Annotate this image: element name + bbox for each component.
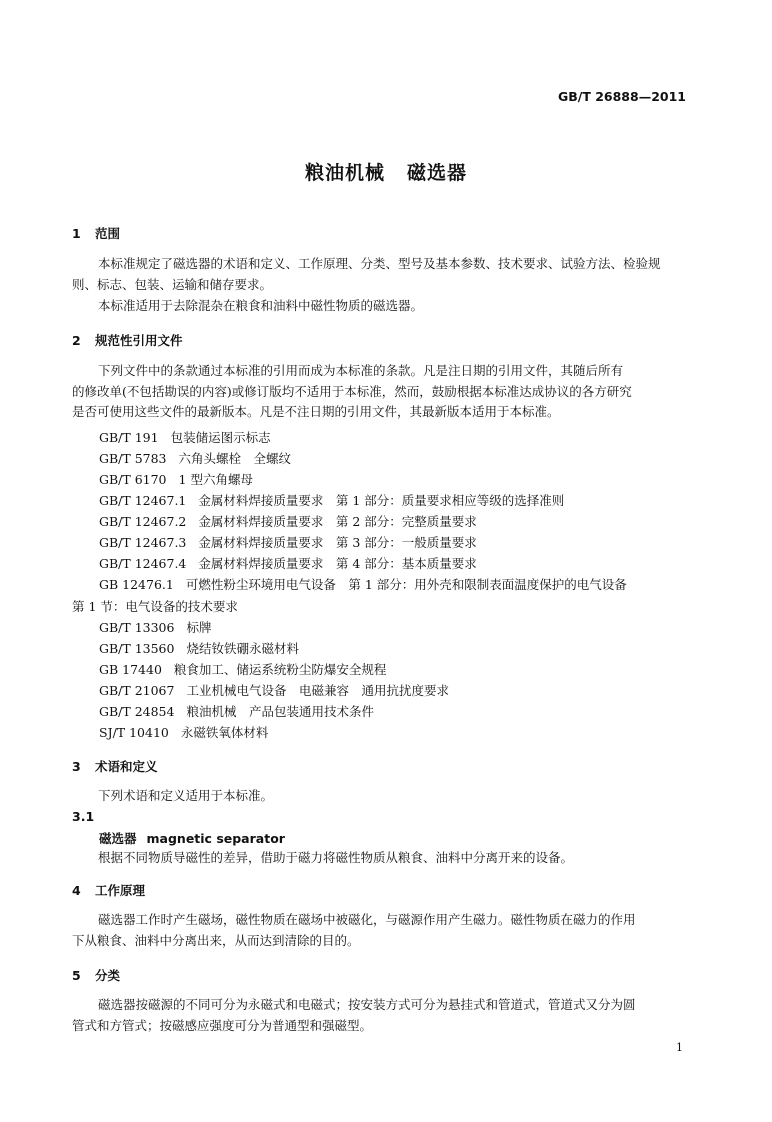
- section-title: 分类: [95, 968, 121, 983]
- reference-code: SJ/T 10410: [99, 725, 169, 740]
- section-title: 术语和定义: [95, 759, 158, 774]
- section-title: 范围: [95, 226, 121, 241]
- reference-code: GB/T 12467.3: [99, 535, 187, 550]
- section-heading-4: [72, 881, 145, 899]
- reference-item: [99, 533, 477, 551]
- section-number: 1: [72, 226, 81, 241]
- text-line: 管式和方管式；按磁感应强度可分为普通型和强磁型。: [72, 1017, 373, 1033]
- section-4-paragraph-1: [72, 910, 690, 951]
- reference-code: GB/T 13306: [99, 620, 175, 635]
- title-part2: 磁选器: [407, 162, 468, 184]
- reference-item: [99, 681, 449, 699]
- reference-code: GB/T 6170: [99, 472, 167, 487]
- section-5-paragraph-1: [72, 995, 690, 1036]
- reference-title: 永磁铁氧体材料: [180, 725, 269, 740]
- reference-item: [99, 618, 211, 636]
- term-definition: [72, 848, 690, 869]
- text-line: 下从粮食、油料中分离出来，从而达到清除的目的。: [72, 932, 360, 948]
- reference-item: [99, 449, 291, 467]
- section-2-paragraph-1: [72, 361, 690, 423]
- term-entry: [99, 829, 285, 847]
- reference-title: 包装储运图示标志: [170, 430, 271, 445]
- text-line: 下列术语和定义适用于本标准。: [98, 788, 274, 803]
- term-english: magnetic separator: [146, 831, 285, 846]
- section-1-paragraph-2: [72, 296, 690, 317]
- reference-item: [99, 639, 299, 657]
- section-heading-1: [72, 224, 120, 242]
- section-1-paragraph-1: [72, 254, 690, 295]
- reference-item: [99, 575, 627, 593]
- reference-title: 金属材料焊接质量要求 第 3 部分：一般质量要求: [198, 535, 477, 550]
- section-title: 工作原理: [95, 883, 146, 898]
- text-line: 本标准规定了磁选器的术语和定义、工作原理、分类、型号及基本参数、技术要求、试验方法、检验规: [98, 256, 661, 271]
- section-heading-5: [72, 966, 120, 984]
- reference-title: 工业机械电气设备 电磁兼容 通用抗扰度要求: [186, 683, 449, 698]
- title-part1: 粮油机械: [304, 162, 385, 184]
- section-number: 3: [72, 759, 81, 774]
- reference-title: 1 型六角螺母: [178, 472, 253, 487]
- reference-code: GB 17440: [99, 662, 162, 677]
- section-3-paragraph-1: [72, 786, 690, 807]
- reference-item: [99, 491, 564, 509]
- reference-title: 粮油机械 产品包装通用技术条件: [186, 704, 374, 719]
- section-heading-3: [72, 757, 158, 775]
- reference-item: [99, 428, 271, 446]
- reference-title: 金属材料焊接质量要求 第 1 部分：质量要求相应等级的选择准则: [198, 493, 565, 508]
- reference-item: [99, 470, 253, 488]
- reference-item: [99, 554, 477, 572]
- section-title: 规范性引用文件: [95, 333, 183, 348]
- term-chinese: 磁选器: [99, 831, 137, 846]
- section-number: 5: [72, 968, 81, 983]
- reference-item: [99, 512, 477, 530]
- text-line: 根据不同物质导磁性的差异，借助于磁力将磁性物质从粮食、油料中分离开来的设备。: [98, 850, 574, 865]
- reference-title: 粮食加工、储运系统粉尘防爆安全规程: [173, 662, 387, 677]
- reference-code: GB/T 12467.4: [99, 556, 187, 571]
- section-heading-2: [72, 331, 183, 349]
- reference-title: 烧结钕铁硼永磁材料: [186, 641, 299, 656]
- reference-code: GB/T 12467.2: [99, 514, 187, 529]
- reference-code: GB/T 12467.1: [99, 493, 187, 508]
- document-title: [0, 158, 772, 185]
- reference-title: 可燃性粉尘环境用电气设备 第 1 部分：用外壳和限制表面温度保护的电气设备: [185, 577, 627, 592]
- reference-continuation: [72, 597, 238, 615]
- reference-code: GB/T 24854: [99, 704, 175, 719]
- reference-code: GB 12476.1: [99, 577, 174, 592]
- page-number: 1: [676, 1041, 683, 1054]
- text-line: 磁选器按磁源的不同可分为永磁式和电磁式；按安装方式可分为悬挂式和管道式，管道式又分为圆: [98, 997, 636, 1012]
- reference-item: [99, 723, 268, 741]
- reference-code: GB/T 13560: [99, 641, 175, 656]
- reference-title: 金属材料焊接质量要求 第 2 部分：完整质量要求: [198, 514, 477, 529]
- text-line: 的修改单(不包括勘误的内容)或修订版均不适用于本标准，然而，鼓励根据本标准达成协议的各方研究: [72, 383, 632, 399]
- reference-title: 第 1 节：电气设备的技术要求: [72, 599, 238, 614]
- reference-item: [99, 660, 386, 678]
- section-number: 2: [72, 333, 81, 348]
- text-line: 则、标志、包装、运输和储存要求。: [72, 276, 273, 292]
- subsection-number: 3.1: [72, 809, 95, 824]
- section-number: 4: [72, 883, 81, 898]
- reference-title: 六角头螺栓 全螺纹: [178, 451, 292, 466]
- reference-title: 标牌: [186, 620, 212, 635]
- reference-item: [99, 702, 374, 720]
- standard-number: GB/T 26888—2011: [557, 89, 686, 104]
- text-line: 本标准适用于去除混杂在粮食和油料中磁性物质的磁选器。: [98, 298, 424, 313]
- text-line: 是否可使用这些文件的最新版本。凡是不注日期的引用文件，其最新版本适用于本标准。: [72, 404, 560, 419]
- reference-code: GB/T 191: [99, 430, 159, 445]
- reference-code: GB/T 5783: [99, 451, 167, 466]
- text-line: 下列文件中的条款通过本标准的引用而成为本标准的条款。凡是注日期的引用文件，其随后所有: [98, 363, 624, 378]
- reference-title: 金属材料焊接质量要求 第 4 部分：基本质量要求: [198, 556, 477, 571]
- reference-code: GB/T 21067: [99, 683, 175, 698]
- text-line: 磁选器工作时产生磁场，磁性物质在磁场中被磁化，与磁源作用产生磁力。磁性物质在磁力的作用: [98, 912, 636, 927]
